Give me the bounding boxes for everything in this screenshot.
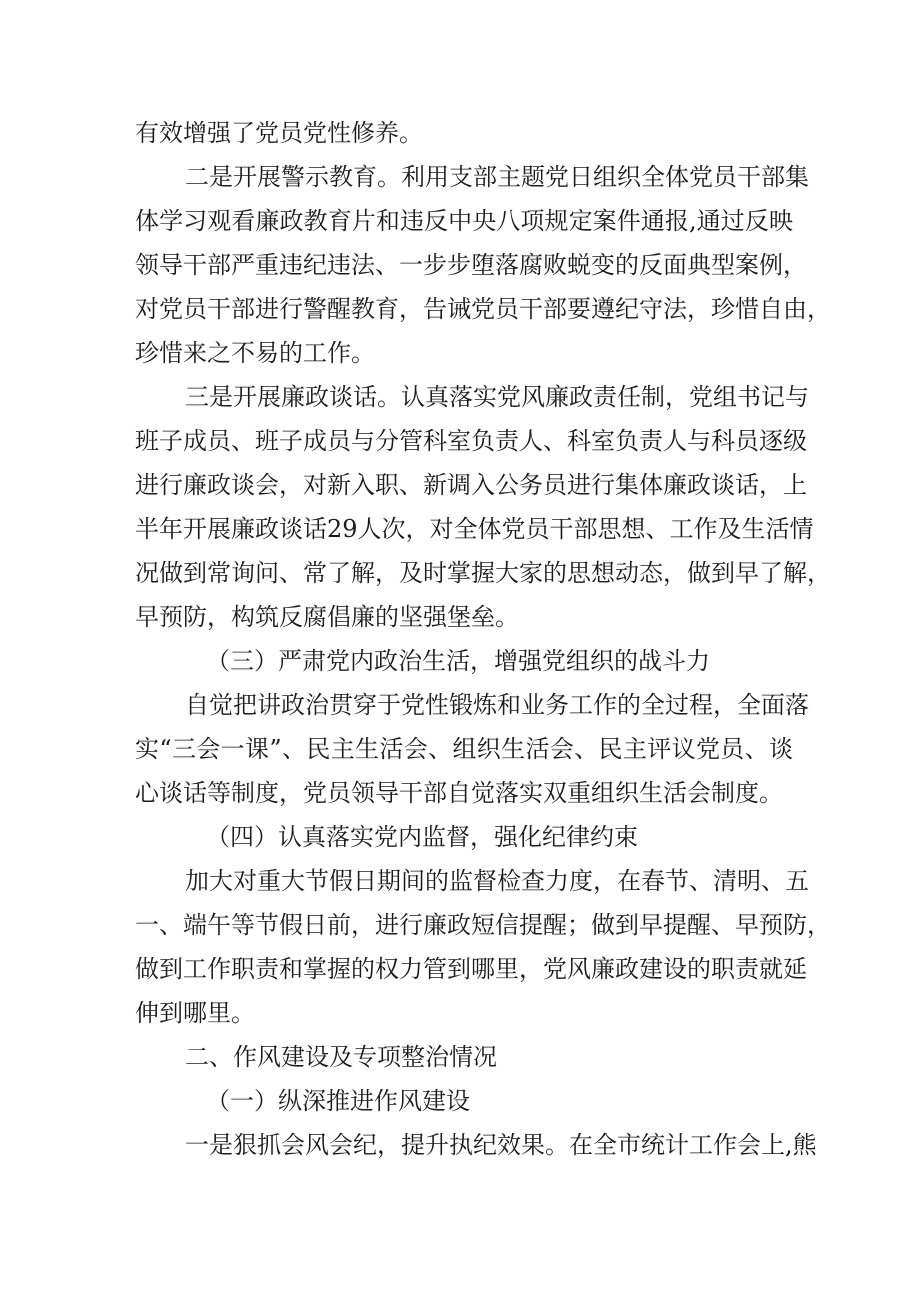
text-line-16: 心谈话等制度，党员领导干部自觉落实双重组织生活会制度。	[135, 779, 783, 807]
text-line-24: 一是狠抓会风会纪，提升执纪效果。在全市统计工作会上,熊	[185, 1131, 817, 1159]
text-line-4: 领导干部严重违纪违法、一步步堕落腐败蜕变的反面典型案例，	[135, 251, 807, 279]
text-line-19: 一、端午等节假日前，进行廉政短信提醒；做到早提醒、早预防，	[135, 911, 831, 939]
text-line-21: 伸到哪里。	[135, 999, 255, 1027]
text-line-5: 对党员干部进行警醒教育，告诫党员干部要遵纪守法，珍惜自由，	[135, 295, 831, 323]
section-heading-4: （四）认真落实党内监督，强化纪律约束	[206, 823, 638, 851]
text-line-8: 班子成员、班子成员与分管科室负责人、科室负责人与科员逐级	[135, 427, 807, 455]
text-line-2: 二是开展警示教育。利用支部主题党日组织全体党员干部集	[185, 163, 809, 191]
chapter-heading-2: 二、作风建设及专项整治情况	[185, 1043, 497, 1071]
text-line-14: 自觉把讲政治贯穿于党性锻炼和业务工作的全过程，全面落	[185, 691, 809, 719]
text-line-12: 早预防，构筑反腐倡廉的坚强堡垒。	[135, 603, 519, 631]
text-line-7: 三是开展廉政谈话。认真落实党风廉政责任制，党组书记与	[185, 383, 809, 411]
text-line-10: 半年开展廉政谈话29人次，对全体党员干部思想、工作及生活情	[135, 515, 814, 543]
text-line-20: 做到工作职责和掌握的权力管到哪里，党风廉政建设的职责就延	[135, 955, 807, 983]
text-line-15: 实“三会一课”、民主生活会、组织生活会、民主评议党员、谈	[135, 735, 793, 763]
section-heading-3: （三）严肃党内政治生活，增强党组织的战斗力	[206, 647, 710, 675]
text-line-6: 珍惜来之不易的工作。	[135, 339, 375, 367]
section-heading-1: （一）纵深推进作风建设	[206, 1087, 470, 1115]
text-line-18: 加大对重大节假日期间的监督检查力度，在春节、清明、五	[185, 867, 809, 895]
text-line-3: 体学习观看廉政教育片和违反中央八项规定案件通报,通过反映	[135, 207, 793, 235]
text-line-11: 况做到常询问、常了解，及时掌握大家的思想动态，做到早了解，	[135, 559, 831, 587]
text-line-1: 有效增强了党员党性修养。	[135, 119, 423, 147]
text-line-9: 进行廉政谈会，对新入职、新调入公务员进行集体廉政谈话，上	[135, 471, 807, 499]
